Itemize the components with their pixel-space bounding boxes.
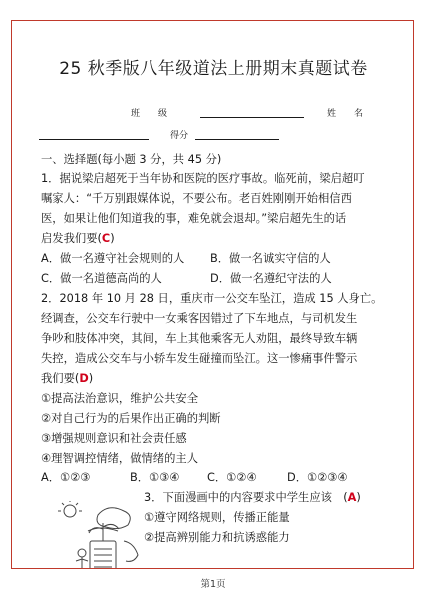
q2-line: 2．2018 年 10 月 28 日，重庆市一公交车坠江，造成 15 人身亡。: [41, 292, 383, 305]
class-label: 班 级: [131, 109, 168, 119]
q2-line: 失控，造成公交车与小轿车发生碰撞而坠江。这一惨痛事件警示: [41, 352, 358, 365]
q2-item: ④理智调控情绪，做情绪的主人: [41, 452, 198, 465]
q2-option-b: B．①③④: [130, 471, 180, 484]
q2-option-d: D．①②③④: [287, 471, 348, 484]
q2-line: 我们要(D): [41, 372, 94, 385]
q3-item: ①遵守网络规则，传播正能量: [144, 511, 290, 524]
score-label: 得分: [170, 131, 189, 141]
page-number: 第1页: [200, 579, 226, 590]
name-underline: [39, 139, 149, 140]
section-heading: 一、选择题(每小题 3 分，共 45 分): [41, 153, 222, 166]
question-3-stem: 3．下面漫画中的内容要求中学生应该 (A): [144, 491, 361, 504]
cloud-icon: [97, 508, 130, 529]
question-2: [41, 289, 384, 469]
name-label: 姓 名: [327, 109, 364, 119]
q2-option-c: C．①②④: [207, 471, 257, 484]
q3-answer: A: [347, 491, 357, 504]
cartoon-illustration: [58, 501, 148, 569]
class-underline: [200, 117, 304, 118]
q1-answer: C: [101, 232, 111, 245]
q1-line: 医，如果让他们知道我的事，难免就会退却。”梁启超先生的话: [41, 212, 347, 225]
sun-icon: [64, 505, 76, 517]
page-title: 25 秋季版八年级道法上册期末真题试卷: [59, 59, 368, 79]
q1-option-d: D．做一名遵纪守法的人: [210, 272, 332, 285]
q2-option-a: A．①②③: [41, 471, 91, 484]
q1-option-b: B．做一名诚实守信的人: [210, 252, 331, 265]
q1-option-a: A．做一名遵守社会规则的人: [41, 252, 185, 265]
q1-line: 启发我们要(C): [41, 232, 115, 245]
score-underline: [195, 139, 279, 140]
q2-line: 经调查，公交车行驶中一女乘客因错过了下车地点，与司机发生: [41, 312, 358, 325]
q2-line: 争吵和肢体冲突，其间，车上其他乘客无人劝阻，最终导致车辆: [41, 332, 358, 345]
exam-page: [11, 20, 414, 569]
q2-answer: D: [79, 372, 89, 385]
q2-item: ②对自己行为的后果作出正确的判断: [41, 412, 221, 425]
q1-line: 1．据说梁启超死于当年协和医院的医疗事故。临死前，梁启超叮: [41, 172, 365, 185]
q2-item: ③增强规则意识和社会责任感: [41, 432, 187, 445]
q1-line: 嘱家人：“千万别跟媒体说，不要公布。老百姓刚刚开始相信西: [41, 192, 352, 205]
q3-item: ②提高辨别能力和抗诱惑能力: [144, 531, 290, 544]
question-1: [41, 169, 384, 249]
q2-item: ①提高法治意识，维护公共安全: [41, 392, 198, 405]
q1-option-c: C．做一名道德高尚的人: [41, 272, 162, 285]
